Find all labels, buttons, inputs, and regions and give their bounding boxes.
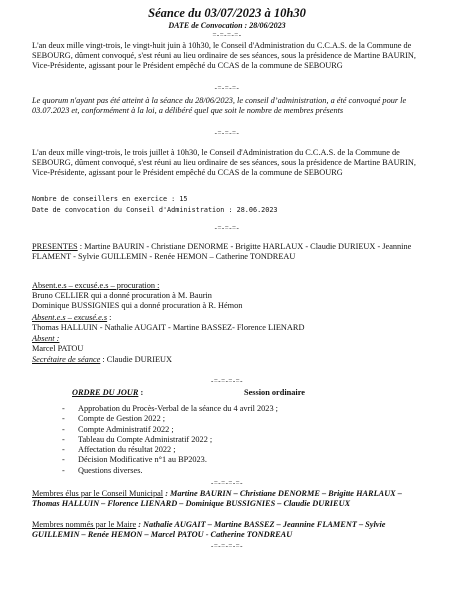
separator: -=-=-=-=- bbox=[211, 542, 243, 550]
agenda-item: - Décision Modificative n°1 au BP2023. bbox=[62, 455, 422, 465]
membres-nommes-names: : Nathalie AUGAIT – Martine BASSEZ – Jeannine FLAMENT – Sylvie GUILLEMIN – Renée HEMON – Marcel PATOU - Catherine TONDREAU bbox=[32, 520, 386, 540]
separator: -=-=-=- bbox=[214, 84, 240, 92]
agenda-item: - Tableau du Compte Administratif 2022 ; bbox=[62, 435, 422, 445]
agenda-item: - Compte de Gestion 2022 ; bbox=[62, 414, 422, 424]
absent-name: Marcel PATOU bbox=[32, 344, 84, 354]
agenda-item: - Approbation du Procès-Verbal de la séance du 4 avril 2023 ; bbox=[62, 404, 422, 414]
secretaire-name: : Claudie DURIEUX bbox=[100, 355, 173, 364]
ordre-du-jour-header bbox=[72, 388, 432, 398]
quorum-paragraph: Le quorum n'ayant pas été atteint à la séance du 28/06/2023, le conseil d’administration, a été convoqué pour le 03.07.2023 et, conformément à la loi, a délibéré quel que soit le nombre de membres présents bbox=[32, 96, 407, 116]
absents-procuration-section bbox=[32, 281, 422, 312]
absents-excuses-section bbox=[32, 313, 422, 333]
agenda-list bbox=[62, 404, 422, 476]
ordre-du-jour-label: ORDRE DU JOUR bbox=[72, 388, 139, 397]
agenda-item: - Questions diverses. bbox=[62, 466, 422, 476]
convocation-date: DATE de Convocation : 28/06/2023 bbox=[168, 21, 286, 30]
membres-nommes-label: Membres nommés par le Maire bbox=[32, 520, 137, 529]
ordre-du-jour-colon: : bbox=[138, 388, 144, 397]
page-title: Séance du 03/07/2023 à 10h30 bbox=[148, 6, 306, 20]
separator: -=-=-=-=- bbox=[211, 479, 243, 487]
membres-elus-names: : Martine BAURIN – Christiane DENORME – Brigitte HARLAUX – Thomas HALLUIN – Florence LIENARD – Dominique BUSSIGNIES – Claudie DURIEUX bbox=[32, 489, 402, 509]
procuration-line: Bruno CELLIER qui a donné procuration à M. Baurin bbox=[32, 291, 212, 301]
separator: =-=-=-=- bbox=[212, 31, 242, 39]
membres-elus-section bbox=[32, 489, 422, 509]
absents-excuses-colon: : bbox=[107, 313, 112, 322]
absents-excuses-names: Thomas HALLUIN - Nathalie AUGAIT - Martine BASSEZ- Florence LIENARD bbox=[32, 323, 305, 333]
session-type: Session ordinaire bbox=[244, 388, 305, 397]
absents-procuration-label: Absent.e.s – excusé.e.s – procuration : bbox=[32, 281, 160, 290]
presents-label: PRESENTES bbox=[32, 242, 78, 251]
member-count: Nombre de conseillers en exercice : 15 bbox=[32, 195, 188, 203]
separator: -=-=-=- bbox=[214, 224, 240, 232]
agenda-item: - Affectation du résultat 2022 ; bbox=[62, 445, 422, 455]
secretaire-section bbox=[32, 355, 422, 365]
paragraph-second-session: L'an deux mille vingt-trois, le trois juillet à 10h30, le Conseil d'Administration du C.C.A.S. de la Commune de SEBOURG, dûment convoqué, s'est réuni au lieu ordinaire de ses séances, sous la présidence de Martine BAURIN, Vice-Présidente, agissant pour le Président empêché du CCAS de la commune de SEBOURG bbox=[32, 148, 416, 178]
separator: -=-=-=- bbox=[214, 129, 240, 137]
paragraph-first-session: L'an deux mille vingt-trois, le vingt-huit juin à 10h30, le Conseil d'Administration du C.C.A.S. de la Commune de SEBOURG, dûment convoqué, s'est réuni au lieu ordinaire de ses séances, sous la présidence de Martine BAURIN, Vice-Présidente, agissant pour le Président empêché du CCAS de la commune de SEBOURG bbox=[32, 41, 416, 71]
convocation-line: Date de convocation du Conseil d'Administration : 28.06.2023 bbox=[32, 206, 278, 214]
membres-elus-label: Membres élus par le Conseil Municipal bbox=[32, 489, 164, 498]
separator: -=-=-=-=- bbox=[211, 377, 243, 385]
absent-section bbox=[32, 334, 422, 354]
procuration-line: Dominique BUSSIGNIES qui a donné procuration à R. Hémon bbox=[32, 301, 243, 311]
secretaire-label: Secrétaire de séance bbox=[32, 355, 101, 364]
membres-nommes-section bbox=[32, 520, 422, 540]
absents-excuses-label: Absent.e.s – excusé.e.s bbox=[32, 313, 108, 322]
presents-names: : Martine BAURIN - Christiane DENORME - Brigitte HARLAUX - Claudie DURIEUX - Jeannine FLAMENT - Sylvie GUILLEMIN - Renée HEMON – Catherine TONDREAU bbox=[32, 242, 412, 262]
agenda-item: - Compte Administratif 2022 ; bbox=[62, 425, 422, 435]
absent-label: Absent : bbox=[32, 334, 60, 343]
presents-section bbox=[32, 242, 422, 262]
